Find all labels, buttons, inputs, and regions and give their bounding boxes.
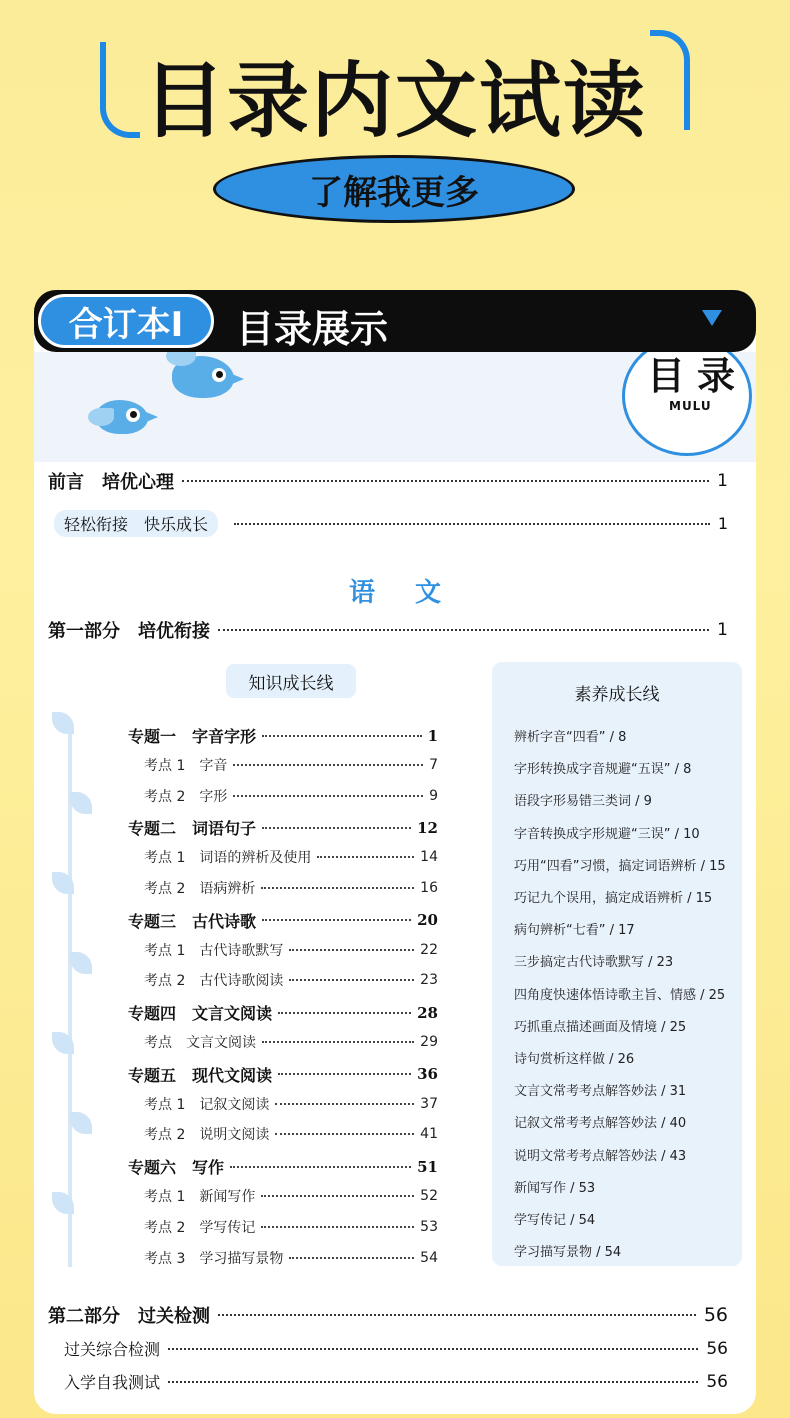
literacy-item: 学写传记 / 54 [514,1213,596,1228]
literacy-item: 新闻写作 / 53 [514,1180,596,1196]
toc-label: 考点 2 学写传记 [144,1219,256,1236]
toc-label: 考点 2 字形 [144,788,228,805]
toc-point-row [144,878,438,898]
literacy-item: 记叙文常考考点解答妙法 / 40 [514,1116,687,1132]
toc-page: 1 [427,726,438,745]
literacy-item: 字形转换成字音规避“五误” / 8 [514,762,692,778]
leader-dots [262,919,411,921]
preface-sub-page: 1 [717,514,728,533]
badge-subtext: MULU [669,399,712,413]
leader-dots [317,856,414,858]
page-title: 目录内文试读 [142,54,647,149]
preface-sub-label: 轻松衔接 快乐成长 [54,510,218,537]
dropdown-arrow-icon[interactable] [702,310,722,326]
toc-page: 23 [420,972,438,989]
toc-page: 29 [420,1034,438,1050]
toc-label: 考点 2 语病辨析 [144,881,256,897]
toc-point-row [144,1248,438,1268]
leader-dots [261,1195,414,1197]
leader-dots [261,887,414,889]
leader-dots [182,480,709,482]
literacy-item: 字音转换成字形规避“三误” / 10 [514,826,700,842]
leader-dots [278,1012,411,1014]
section-header-title: 目录展示 [236,307,389,351]
leader-dots [262,735,422,737]
toc-point-row [144,970,438,990]
toc-label: 专题五 现代文阅读 [128,1065,273,1085]
literacy-item: 说明文常考考点解答妙法 / 43 [514,1148,687,1164]
toc-page: 12 [417,818,438,837]
leader-dots [168,1381,698,1383]
toc-page: 14 [420,849,438,866]
preface-sub-row [54,510,728,537]
toc-label: 考点 3 学习描写景物 [144,1250,284,1267]
toc-point-row [144,940,438,960]
toc-point-row [144,1186,438,1206]
leader-dots [218,1314,696,1316]
part2-page: 56 [703,1304,728,1326]
toc-topic-row [128,1155,438,1178]
literacy-item: 三步搞定古代诗歌默写 / 23 [514,955,674,971]
part1-row [48,617,728,643]
leader-dots [262,1041,414,1043]
knowledge-line-label: 知识成长线 [226,664,356,698]
literacy-panel [492,662,742,1266]
leader-dots [233,764,423,766]
toc-label: 考点 1 记叙文阅读 [144,1096,270,1113]
toc-page: 7 [429,756,438,773]
literacy-item: 四角度快速体悟诗歌主旨、情感 / 25 [514,987,726,1003]
leader-dots [234,523,710,525]
toc-page: 54 [420,1249,438,1266]
badge-text: 目录 [647,354,748,398]
toc-label: 考点 1 词语的辨析及使用 [144,850,312,867]
literacy-item: 巧记九个误用，搞定成语辨析 / 15 [514,891,713,906]
leader-dots [261,1226,414,1228]
toc-label: 考点 文言文阅读 [144,1035,256,1051]
leader-dots [289,979,414,981]
volume-tag: 合订本I [38,294,214,348]
toc-topic-row [128,724,438,747]
literacy-panel-title: 素养成长线 [574,685,660,705]
toc-point-row [144,1124,438,1144]
literacy-item: 病句辨析“七看” / 17 [514,923,635,939]
part2-item-page: 56 [706,1338,728,1359]
literacy-item: 巧用“四看”习惯，搞定词语辨析 / 15 [514,858,726,874]
part2-item-label: 入学自我测试 [64,1373,161,1392]
leader-dots [233,795,423,797]
toc-label: 专题三 古代诗歌 [128,911,257,931]
toc-page: 9 [429,787,438,804]
literacy-item: 辨析字音“四看” / 8 [514,730,627,745]
leader-dots [168,1348,698,1350]
literacy-item: 文言文常考考点解答妙法 / 31 [514,1084,687,1100]
bird-icon [172,356,234,398]
literacy-item: 巧抓重点描述画面及情境 / 25 [514,1019,687,1035]
part1-page: 1 [717,620,728,640]
part2-item-label: 过关综合检测 [64,1340,161,1359]
toc-page: 37 [420,1095,438,1112]
toc-label: 考点 2 古代诗歌阅读 [144,973,284,990]
toc-point-row [144,1032,438,1052]
preface-label: 前言 培优心理 [48,472,174,493]
bird-icon [96,400,148,434]
literacy-item: 诗句赏析这样做 / 26 [514,1052,635,1067]
leader-dots [262,827,411,829]
toc-topic-row [128,1001,438,1024]
toc-topic-row [128,816,438,839]
toc-page: 22 [420,941,438,958]
toc-page: 20 [417,911,438,930]
toc-page: 28 [417,1003,438,1022]
leader-dots [278,1073,411,1075]
part2-item-page: 56 [706,1371,728,1392]
literacy-item: 学习描写景物 / 54 [514,1245,622,1261]
part2-label: 第二部分 过关检测 [48,1306,210,1327]
mulu-badge [622,336,752,456]
section-header [34,290,756,352]
literacy-item: 语段字形易错三类词 / 9 [514,794,652,810]
leader-dots [218,629,709,631]
toc-point-row [144,786,438,806]
toc-label: 专题二 词语句子 [128,819,257,839]
leader-dots [275,1133,414,1135]
part2-item-row [64,1337,728,1360]
toc-label: 考点 1 字音 [144,757,228,774]
toc-page: 16 [420,880,438,896]
toc-page: 36 [417,1065,438,1084]
leader-dots [289,1257,414,1259]
leader-dots [275,1103,414,1105]
learn-more-button[interactable]: 了解我更多 [213,155,575,223]
toc-point-row [144,847,438,867]
part1-label: 第一部分 培优衔接 [48,621,210,642]
toc-label: 考点 1 新闻写作 [144,1189,256,1205]
toc-point-row [144,755,438,775]
part2-row [48,1302,728,1328]
toc-topic-row [128,1063,438,1086]
toc-topic-row [128,909,438,932]
toc-page: 51 [417,1157,438,1176]
toc-label: 考点 1 古代诗歌默写 [144,942,284,959]
toc-point-row [144,1094,438,1114]
preface-page: 1 [717,471,728,491]
subject-heading: 语文 [348,578,481,608]
toc-label: 考点 2 说明文阅读 [144,1127,270,1144]
toc-page: 41 [420,1126,438,1143]
leader-dots [289,949,414,951]
toc-page: 53 [420,1218,438,1235]
toc-page: 52 [420,1188,438,1204]
toc-label: 专题四 文言文阅读 [128,1004,273,1024]
toc-label: 专题一 字音字形 [128,727,257,746]
preface-row [48,468,728,494]
toc-point-row [144,1217,438,1237]
leader-dots [230,1166,411,1168]
part2-item-row [64,1370,728,1393]
toc-label: 专题六 写作 [128,1158,225,1178]
